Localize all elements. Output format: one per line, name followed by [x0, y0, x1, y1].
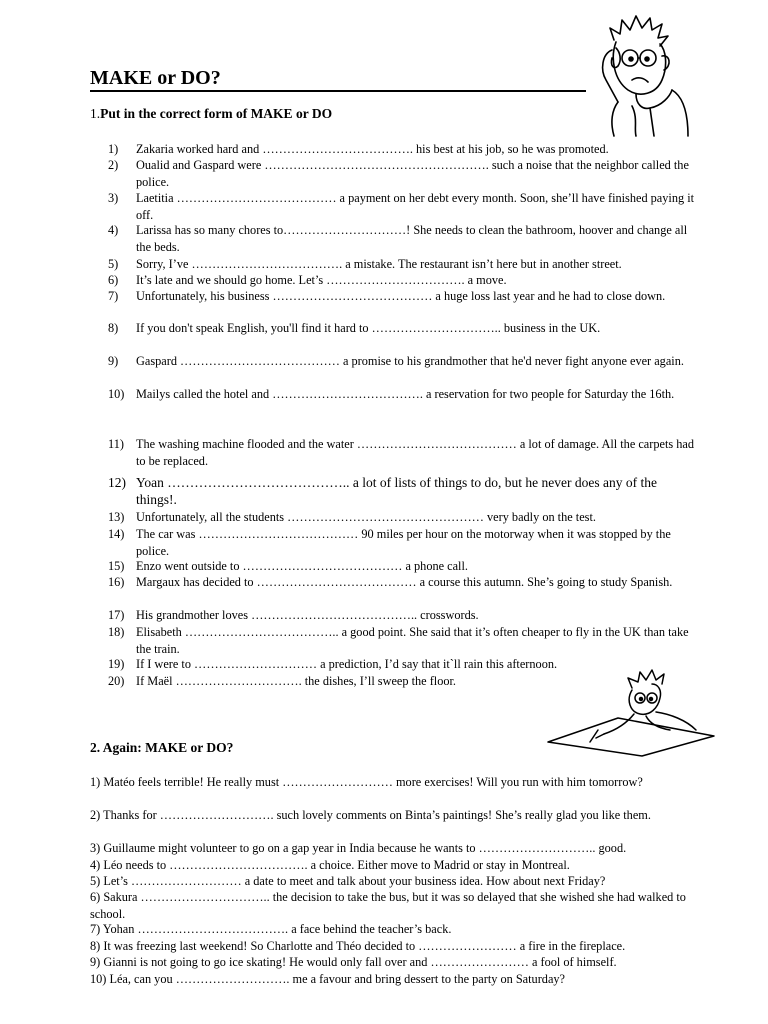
item-text: Mailys called the hotel and ………………………………. a reservation for two people for Saturday the 16th. [136, 387, 675, 401]
item-number: 11) [108, 437, 124, 451]
item-number: 20) [108, 674, 125, 688]
item-number: 12) [108, 475, 126, 490]
item-text: Unfortunately, all the students ………………………………………… very badly on the test. [136, 510, 596, 524]
item-number: 5) [108, 257, 119, 271]
item-number: 16) [108, 575, 125, 589]
item-number: 19) [108, 657, 125, 671]
list-item: 9) Gianni is not going to go ice skating! He would only fall over and …………………… a fool of himself. [90, 955, 617, 969]
page-title: MAKE or DO? [90, 66, 586, 92]
confused-man-illustration [592, 10, 692, 138]
item-number: 2) [108, 158, 119, 172]
item-text: Oualid and Gaspard were ………………………………………………. such a noise that the neighbor called the police. [136, 158, 689, 189]
item-text: The car was ………………………………… 90 miles per hour on the motorway when it was stopped by the police. [136, 527, 671, 558]
item-number: 14) [108, 527, 125, 541]
item-number: 4) [108, 223, 119, 237]
item-text: The washing machine flooded and the water ………………………………… a lot of damage. All the carpets had to be replaced. [136, 437, 695, 468]
item-text: Zakaria worked hard and ………………………………. his best at his job, so he was promoted. [136, 142, 609, 156]
item-text: If I were to ………………………… a prediction, I’d say that it`ll rain this afternoon. [136, 657, 558, 671]
item-number: 6) [108, 273, 119, 287]
list-item: 7) Yohan ………………………………. a face behind the teacher’s back. [90, 922, 452, 936]
item-text: Larissa has so many chores to…………………………! She needs to clean the bathroom, hoover and change all the beds. [136, 223, 688, 254]
item-text: His grandmother loves ………………………………….. crosswords. [136, 608, 479, 622]
list-item: 10) Léa, can you ………………………. me a favour and bring dessert to the party on Saturday? [90, 972, 566, 986]
list-item: 8) It was freezing last weekend! So Charlotte and Théo decided to …………………… a fire in the fireplace. [90, 939, 626, 953]
item-text: Sorry, I’ve ………………………………. a mistake. The restaurant isn’t here but in another street. [136, 257, 622, 271]
item-text: Yoan ………………………………….. a lot of lists of things to do, but he never does any of the things!. [136, 475, 657, 507]
item-number: 10) [108, 387, 125, 401]
list-item: 5) Let’s ……………………… a date to meet and talk about your business idea. How about next Friday? [90, 874, 606, 888]
item-text: Elisabeth ……………………………….. a good point. She said that it’s often cheaper to fly in the UK than take the train. [136, 625, 689, 656]
item-text: If you don't speak English, you'll find it hard to ………………………….. business in the UK. [136, 321, 601, 335]
writing-man-illustration [546, 668, 716, 758]
item-text: It’s late and we should go home. Let’s ……………………………. a move. [136, 273, 507, 287]
item-number: 17) [108, 608, 125, 622]
item-number: 13) [108, 510, 125, 524]
item-number: 9) [108, 354, 119, 368]
item-text: If Maël …………………………. the dishes, I’ll sweep the floor. [136, 674, 457, 688]
list-item: 1) Matéo feels terrible! He really must ……………………… more exercises! Will you run with him tomorrow? [90, 775, 643, 789]
item-number: 8) [108, 321, 119, 335]
item-number: 3) [108, 191, 119, 205]
section1-instructions [90, 106, 332, 122]
item-text: Laetitia ………………………………… a payment on her debt every month. Soon, she’ll have finished paying it off. [136, 191, 695, 222]
item-text: Enzo went outside to ………………………………… a phone call. [136, 559, 468, 573]
item-number: 7) [108, 289, 119, 303]
list-item: 4) Léo needs to ……………………………. a choice. Either move to Madrid or stay in Montreal. [90, 858, 570, 872]
item-number: 18) [108, 625, 125, 639]
section1-number: 1. [90, 106, 101, 121]
list-item: 6) Sakura ………………………….. the decision to take the bus, but it was so delayed that she wished she had walked to school. [90, 890, 686, 921]
section2-heading: 2. Again: MAKE or DO? [90, 740, 234, 755]
item-number: 15) [108, 559, 125, 573]
list-item: 3) Guillaume might volunteer to go on a gap year in India because he wants to ……………………….. good. [90, 841, 627, 855]
item-number: 1) [108, 142, 119, 156]
item-text: Gaspard ………………………………… a promise to his grandmother that he'd never fight anyone ever again. [136, 354, 684, 368]
list-item: 2) Thanks for ………………………. such lovely comments on Binta’s paintings! She’s really glad you like them. [90, 808, 651, 822]
item-text: Margaux has decided to ………………………………… a course this autumn. She’s going to study Spanish. [136, 575, 673, 589]
section1-heading: Put in the correct form of MAKE or DO [100, 106, 333, 121]
item-text: Unfortunately, his business ………………………………… a huge loss last year and he had to close down. [136, 289, 666, 303]
